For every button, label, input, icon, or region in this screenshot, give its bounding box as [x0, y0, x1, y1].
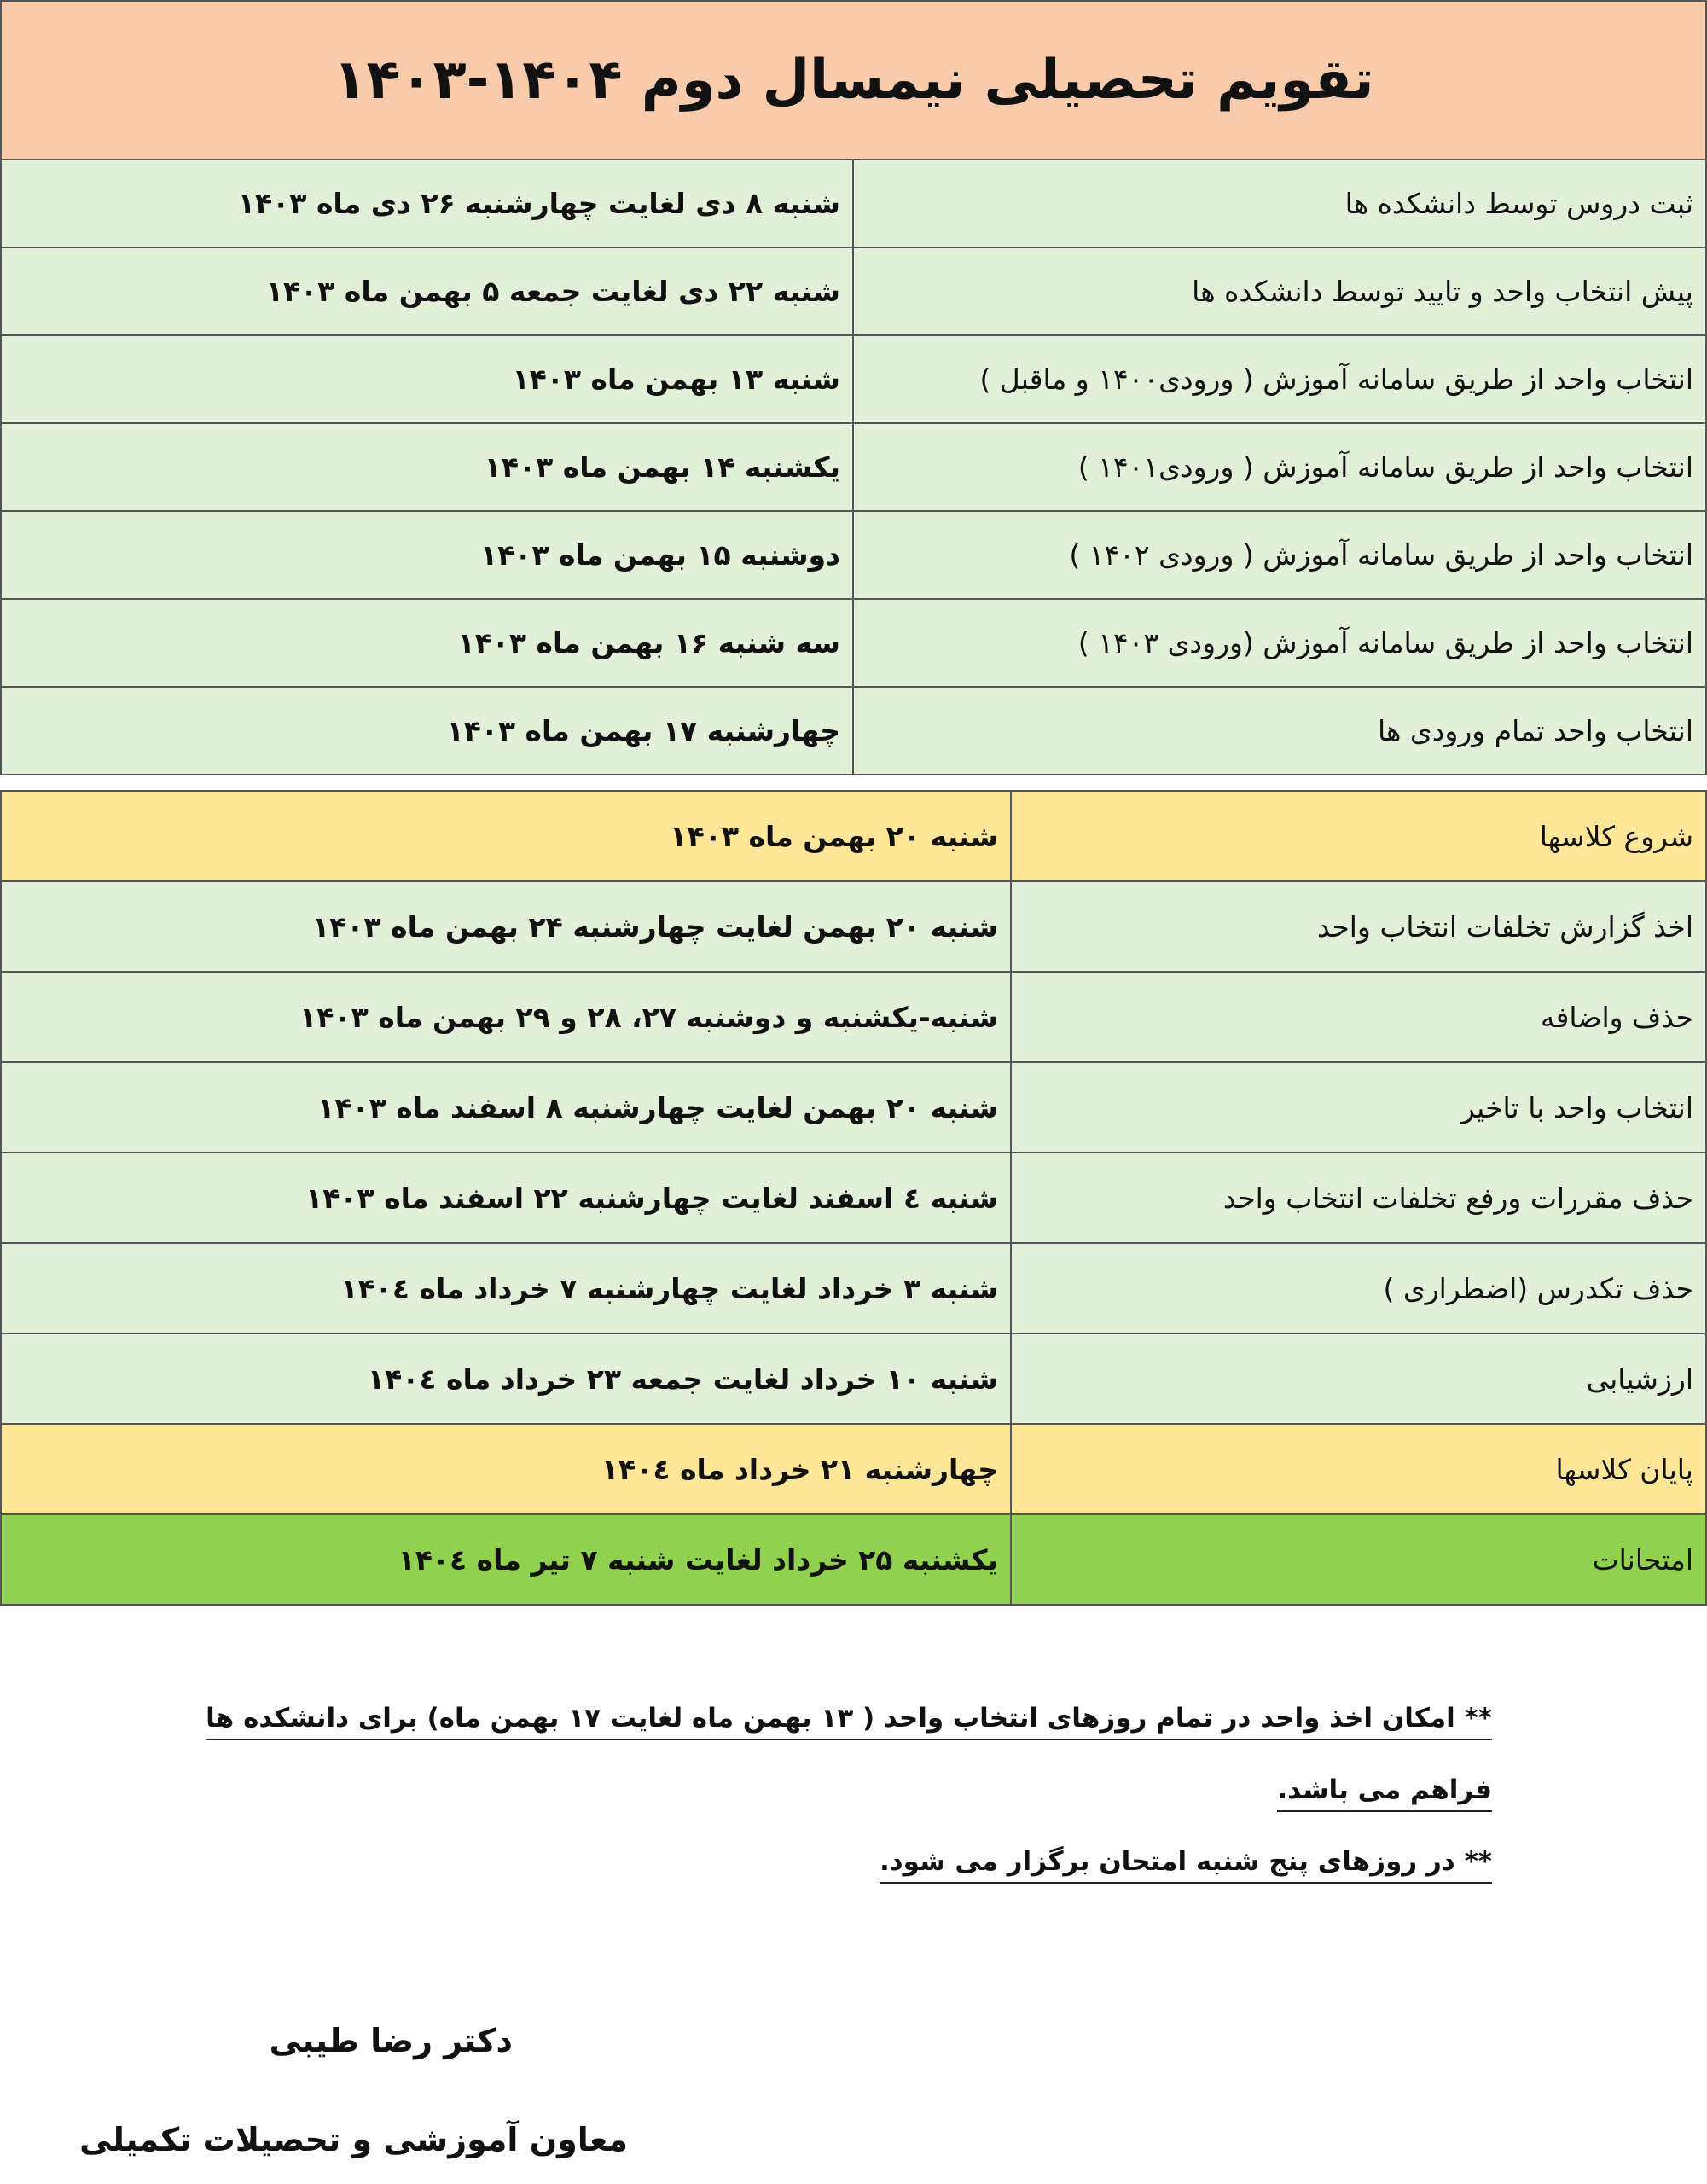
page-title: تقویم تحصیلی نیمسال دوم ۱۴۰۴-۱۴۰۳ [1, 1, 1706, 160]
notes-block [206, 1703, 1492, 1899]
activity-cell: ارزشیابی [1011, 1333, 1706, 1424]
activity-cell: انتخاب واحد از طریق سامانه آموزش ( ورودی ۱۴۰۲ ) [853, 511, 1706, 599]
date-cell: شنبه ۳ خرداد لغایت چهارشنبه ۷ خرداد ماه ۱۴۰٤ [1, 1243, 1011, 1333]
activity-cell: انتخاب واحد از طریق سامانه آموزش ( ورودی۱۴۰۱ ) [853, 423, 1706, 511]
activity-cell: حذف واضافه [1011, 972, 1706, 1062]
date-cell: شنبه ۲۰ بهمن لغایت چهارشنبه ۲۴ بهمن ماه ۱۴۰۳ [1, 881, 1011, 972]
activity-cell: پایان کلاسها [1011, 1424, 1706, 1514]
activity-cell: انتخاب واحد تمام ورودی ها [853, 687, 1706, 775]
table-row [1, 1333, 1706, 1424]
activity-cell: حذف تکدرس (اضطراری ) [1011, 1243, 1706, 1333]
activity-cell: پیش انتخاب واحد و تایید توسط دانشکده ها [853, 247, 1706, 335]
calendar-table [0, 0, 1707, 775]
table-row [1, 423, 1706, 511]
table-row [1, 335, 1706, 423]
table-row [1, 1062, 1706, 1153]
date-cell: شنبه ۱۳ بهمن ماه ۱۴۰۳ [1, 335, 853, 423]
table-row [1, 1424, 1706, 1514]
date-cell: شنبه ۸ دی لغایت چهارشنبه ۲۶ دی ماه ۱۴۰۳ [1, 160, 853, 247]
table-row [1, 687, 1706, 775]
signature-role: معاون آموزشی و تحصیلات تکمیلی [79, 2121, 628, 2158]
section2-rows [1, 791, 1706, 1605]
activity-cell: انتخاب واحد با تاخیر [1011, 1062, 1706, 1153]
date-cell: یکشنبه ۲۵ خرداد لغایت شنبه ۷ تیر ماه ۱۴۰٤ [1, 1514, 1011, 1605]
date-cell: شنبه ۱۰ خرداد لغایت جمعه ۲۳ خرداد ماه ۱۴۰٤ [1, 1333, 1011, 1424]
title-row [1, 1, 1706, 160]
activity-cell: انتخاب واحد از طریق سامانه آموزش ( ورودی۱۴۰۰ و ماقبل ) [853, 335, 1706, 423]
signature-name: دکتر رضا طیبی [269, 2022, 513, 2059]
calendar-table-part2 [0, 790, 1707, 1606]
activity-cell: شروع کلاسها [1011, 791, 1706, 881]
date-cell: چهارشنبه ۱۷ بهمن ماه ۱۴۰۳ [1, 687, 853, 775]
table-row [1, 791, 1706, 881]
section1-rows [1, 160, 1706, 775]
activity-cell: حذف مقررات ورفع تخلفات انتخاب واحد [1011, 1153, 1706, 1243]
date-cell: شنبه ۲۰ بهمن لغایت چهارشنبه ۸ اسفند ماه ۱۴۰۳ [1, 1062, 1011, 1153]
date-cell: سه شنبه ۱۶ بهمن ماه ۱۴۰۳ [1, 599, 853, 687]
date-cell: چهارشنبه ۲۱ خرداد ماه ۱۴۰٤ [1, 1424, 1011, 1514]
table-row [1, 599, 1706, 687]
table-row [1, 1243, 1706, 1333]
activity-cell: انتخاب واحد از طریق سامانه آموزش (ورودی ۱۴۰۳ ) [853, 599, 1706, 687]
activity-cell: امتحانات [1011, 1514, 1706, 1605]
table-row [1, 972, 1706, 1062]
note-line-3: ** در روزهای پنج شنبه امتحان برگزار می شود. [880, 1846, 1492, 1884]
note-line-1: ** امکان اخذ واحد در تمام روزهای انتخاب واحد ( ۱۳ بهمن ماه لغایت ۱۷ بهمن ماه) برای دانشکده ها [206, 1703, 1492, 1740]
note-line-2: فراهم می باشد. [1277, 1774, 1492, 1812]
activity-cell: اخذ گزارش تخلفات انتخاب واحد [1011, 881, 1706, 972]
table-row [1, 1153, 1706, 1243]
table-row [1, 247, 1706, 335]
activity-cell: ثبت دروس توسط دانشکده ها [853, 160, 1706, 247]
table-row [1, 881, 1706, 972]
table-row [1, 1514, 1706, 1605]
date-cell: شنبه-یکشنبه و دوشنبه ۲۷، ۲۸ و ۲۹ بهمن ماه ۱۴۰۳ [1, 972, 1011, 1062]
date-cell: شنبه ٤ اسفند لغایت چهارشنبه ۲۲ اسفند ماه ۱۴۰۳ [1, 1153, 1011, 1243]
table-row [1, 511, 1706, 599]
date-cell: دوشنبه ۱۵ بهمن ماه ۱۴۰۳ [1, 511, 853, 599]
table-row [1, 160, 1706, 247]
date-cell: شنبه ۲۲ دی لغایت جمعه ۵ بهمن ماه ۱۴۰۳ [1, 247, 853, 335]
date-cell: یکشنبه ۱۴ بهمن ماه ۱۴۰۳ [1, 423, 853, 511]
date-cell: شنبه ۲۰ بهمن ماه ۱۴۰۳ [1, 791, 1011, 881]
